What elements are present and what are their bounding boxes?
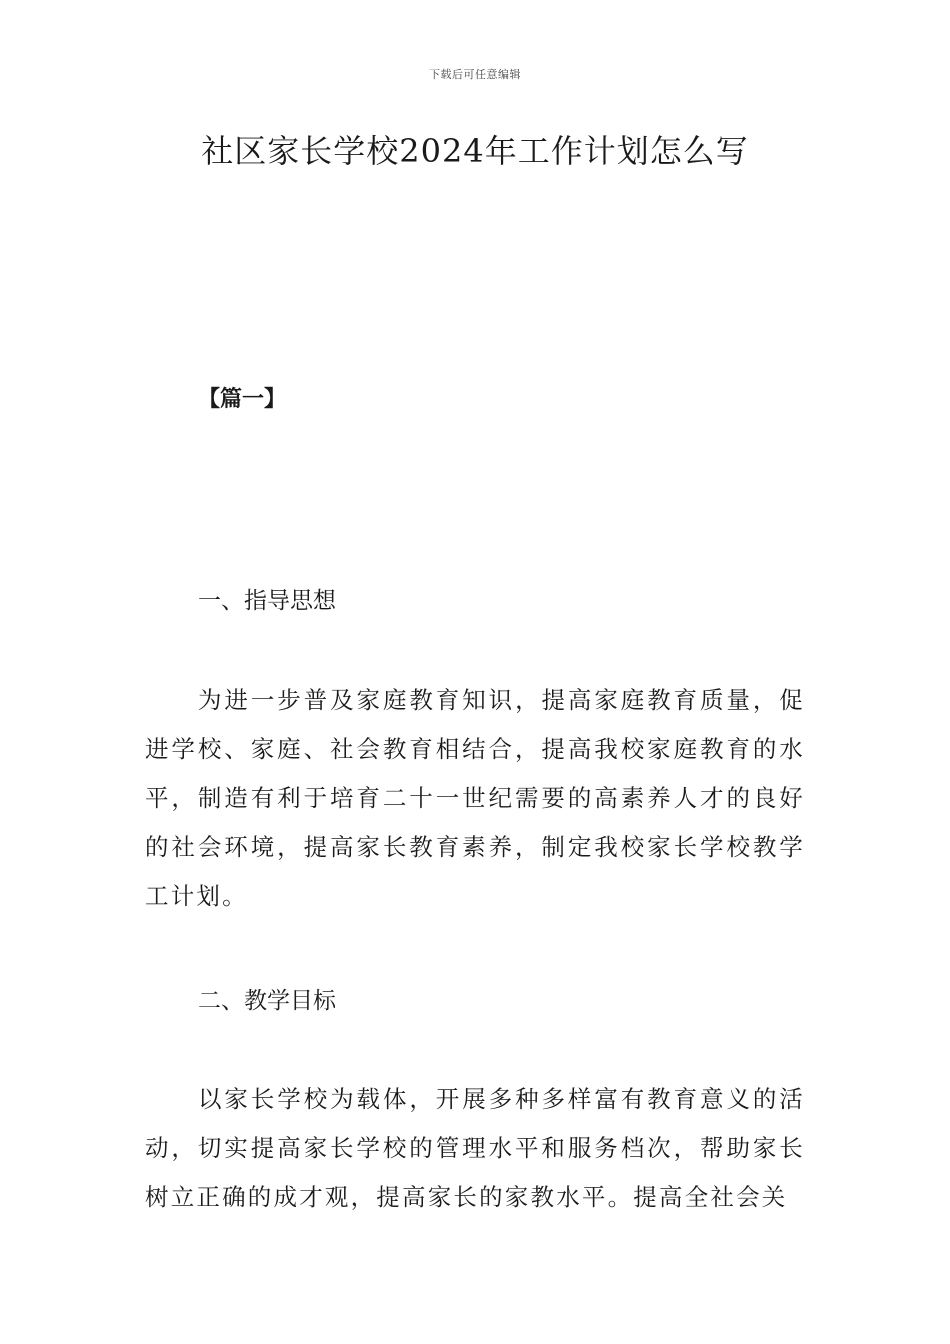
section-heading-guiding-thought: 一、指导思想 [198, 588, 336, 614]
section-heading-teaching-goals: 二、教学目标 [198, 988, 336, 1014]
document-title: 社区家长学校2024年工作计划怎么写 [201, 132, 749, 170]
header-note: 下载后可任意编辑 [429, 68, 521, 81]
section-paragraph-teaching-goals: 以家长学校为载体，开展多种多样富有教育意义的活动，切实提高家长学校的管理水平和服务档次，帮助家长树立正确的成才观，提高家长的家教水平。提高全社会关 [145, 1085, 805, 1211]
section-marker: 【篇一】 [198, 386, 287, 412]
section-paragraph-guiding-thought: 为进一步普及家庭教育知识，提高家庭教育质量，促进学校、家庭、社会教育相结合，提高我校家庭教育的水平，制造有利于培育二十一世纪需要的高素养人才的良好的社会环境，提高家长教育素养，制定我校家长学校教学工计划。 [145, 686, 805, 910]
